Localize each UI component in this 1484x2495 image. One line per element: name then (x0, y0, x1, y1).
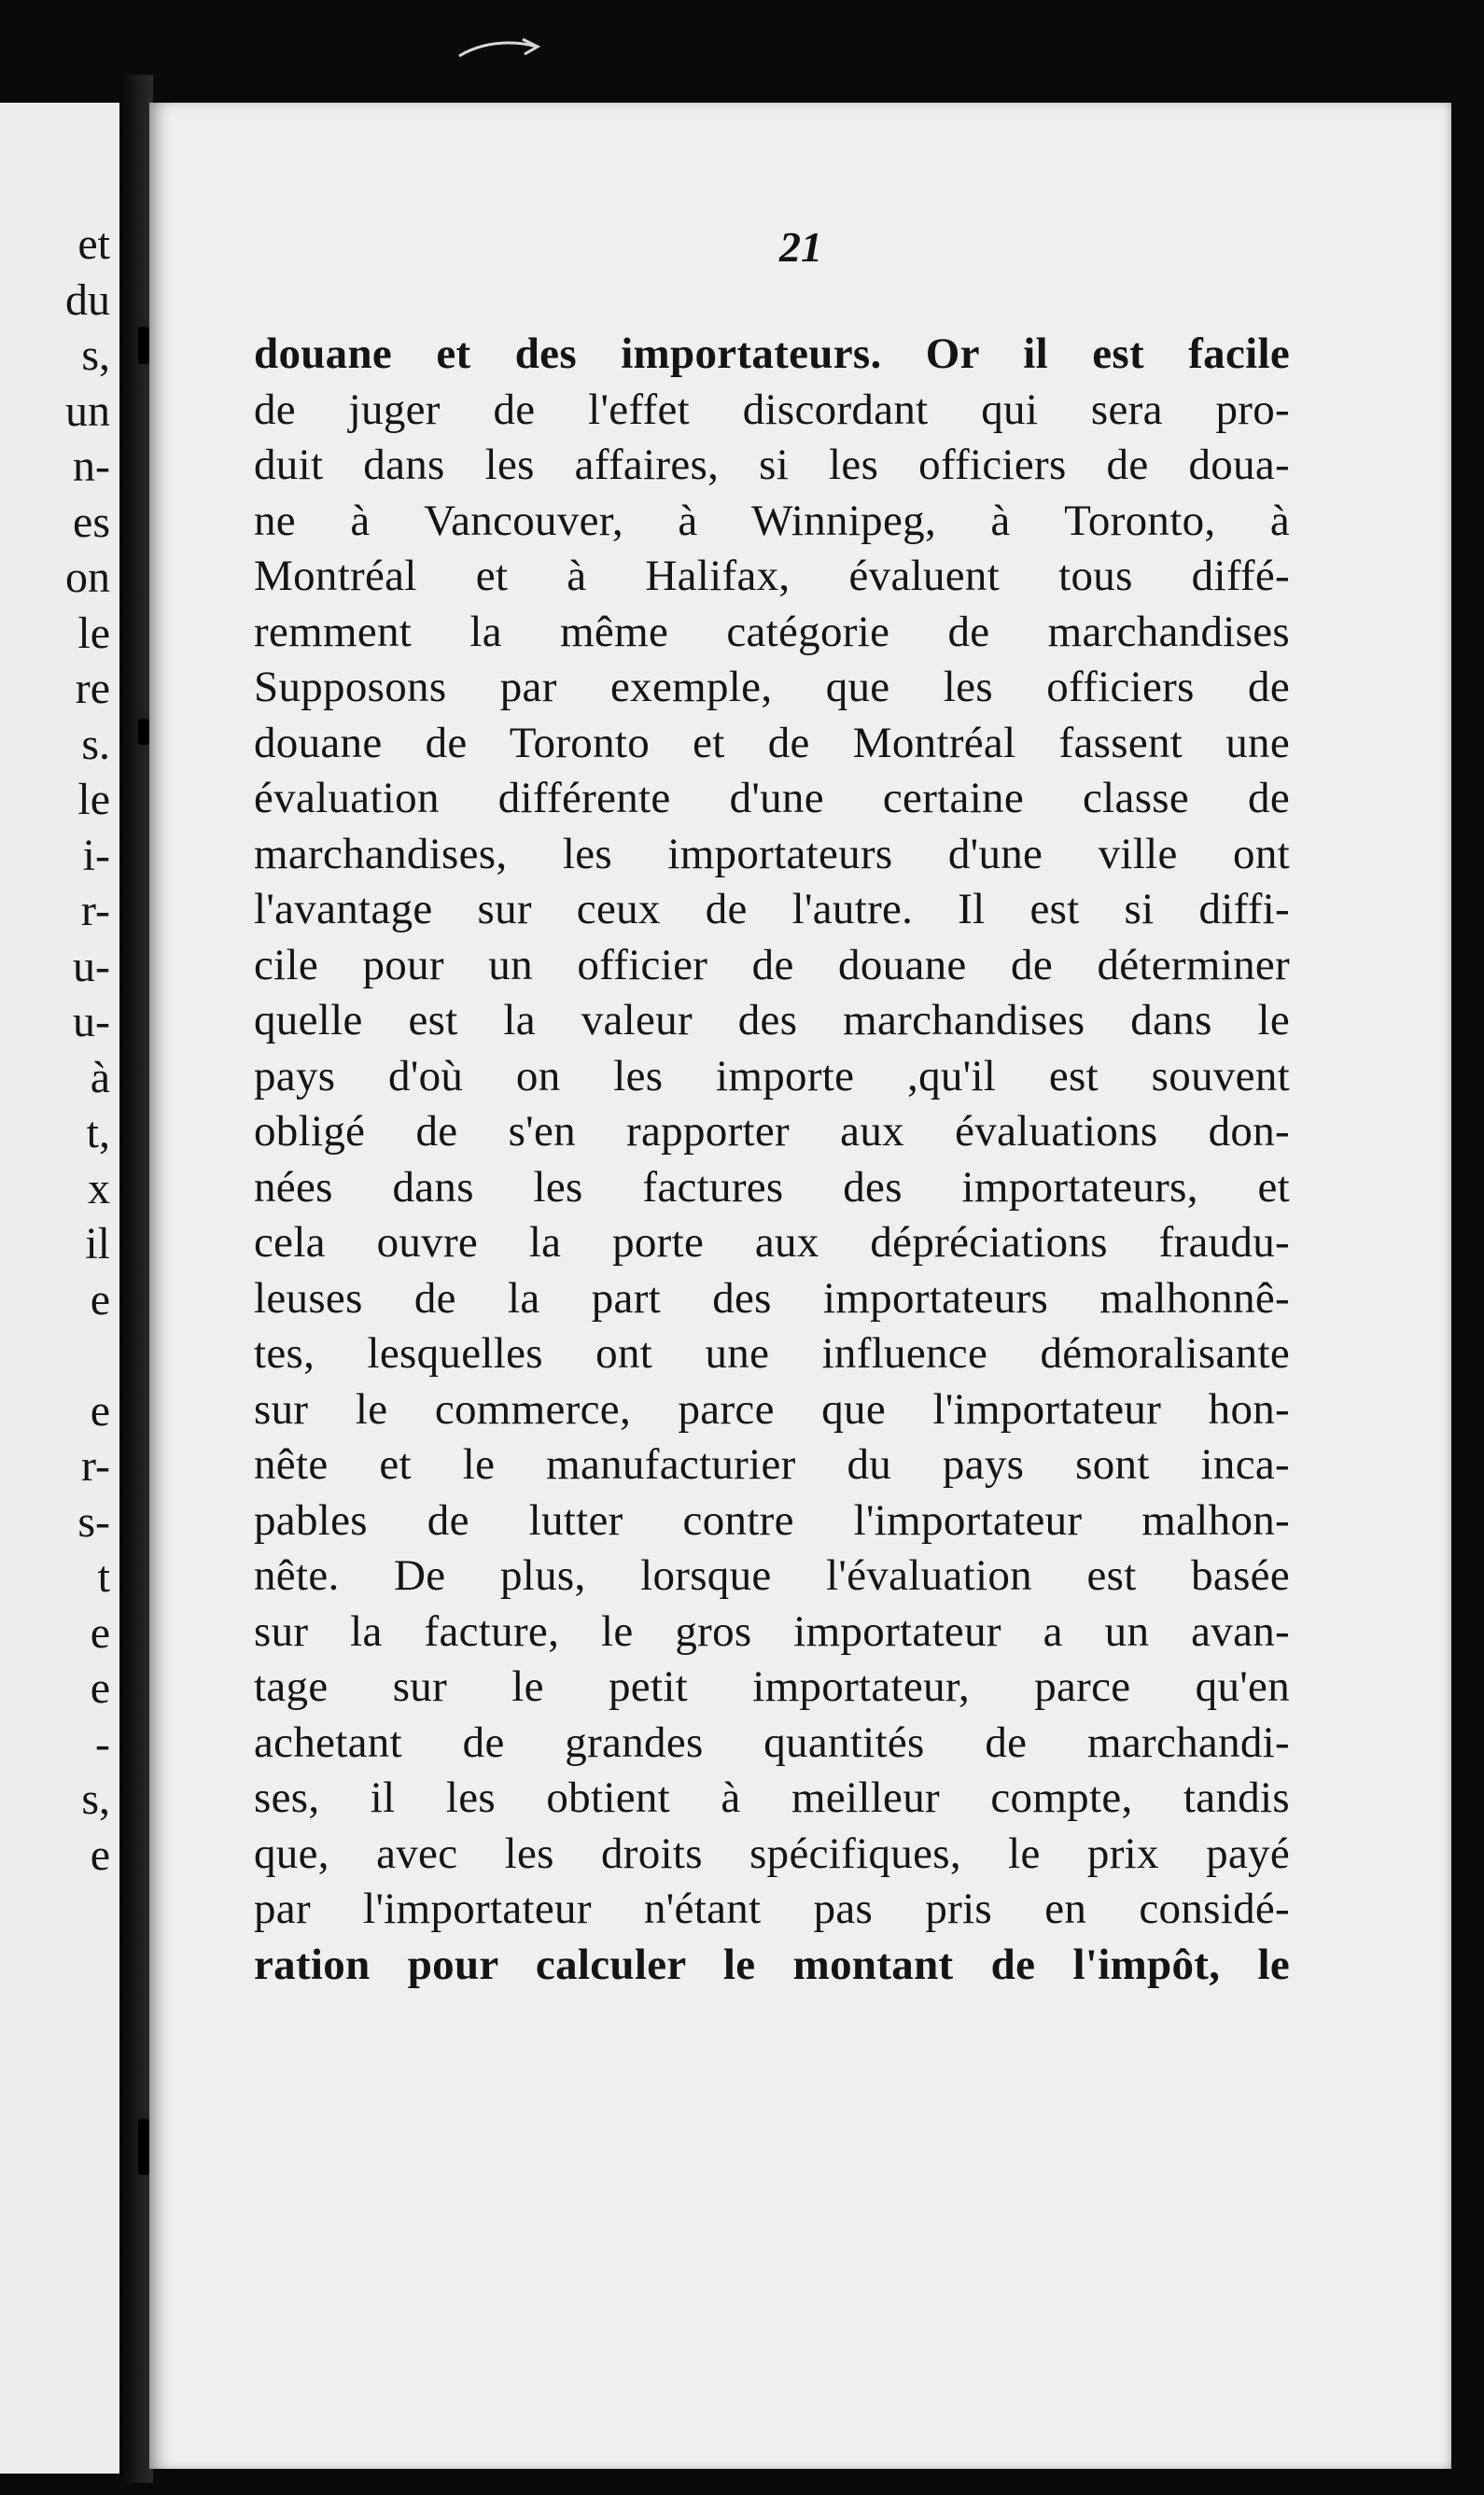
text-line: douane de Toronto et de Montréal fassent une (254, 718, 1290, 767)
left-page-fragment: s, (81, 1774, 110, 1824)
left-page-fragment: s. (81, 719, 110, 769)
text-line: ses, il les obtient à meilleur compte, tandis (254, 1773, 1290, 1822)
binding-mark (138, 2119, 149, 2175)
left-page-fragment: t, (86, 1108, 110, 1157)
text-line: douane et des importateurs. Or il est facile (254, 329, 1290, 378)
text-line: pays d'où on les importe ,qu'il est souvent (254, 1051, 1290, 1100)
left-page-fragment: le (77, 608, 110, 658)
text-line: Supposons par exemple, que les officiers de (254, 663, 1290, 711)
left-page-fragment: on (65, 553, 110, 602)
text-line: nête et le manufacturier du pays sont inca- (254, 1440, 1290, 1489)
text-line: achetant de grandes quantités de marchandi- (254, 1717, 1290, 1767)
binding-mark (138, 719, 149, 745)
text-line: tes, lesquelles ont une influence démoralisante (254, 1329, 1290, 1378)
left-page-fragment: - (95, 1718, 110, 1769)
body-text (254, 327, 1290, 1993)
text-line: ration pour calculer le montant de l'impôt, le (254, 1940, 1290, 1989)
text-line: nête. De plus, lorsque l'évaluation est basée (254, 1551, 1290, 1600)
left-page-fragment: e (90, 1385, 110, 1436)
text-line: marchandises, les importateurs d'une ville ont (254, 829, 1290, 878)
left-page-fragment: t (97, 1552, 110, 1602)
binding-mark (138, 327, 149, 364)
left-page-fragment: et (77, 219, 110, 269)
left-page-fragment: u- (73, 997, 110, 1046)
left-page-fragment: e (90, 1829, 110, 1880)
text-line: que, avec les droits spécifiques, le prix payé (254, 1829, 1290, 1878)
text-line: pables de lutter contre l'importateur malhon- (254, 1495, 1290, 1545)
left-page-fragment: x (88, 1163, 110, 1213)
text-line: ne à Vancouver, à Winnipeg, à Toronto, à (254, 496, 1290, 545)
text-line: l'avantage sur ceux de l'autre. Il est si diffi- (254, 885, 1290, 933)
left-page-fragment: r- (80, 1441, 110, 1491)
book-page (149, 103, 1451, 2469)
left-page-fragment: un (65, 385, 110, 436)
text-line: de juger de l'effet discordant qui sera pro- (254, 385, 1290, 434)
text-line: remment la même catégorie de marchandises (254, 607, 1290, 656)
text-line: cela ouvre la porte aux dépréciations fraudu- (254, 1218, 1290, 1267)
left-page-fragment: du (65, 274, 110, 325)
left-page-fragment: s, (81, 330, 110, 380)
scan-artifact-mark (457, 37, 541, 60)
left-page-fragment: e (90, 1607, 110, 1658)
text-line: obligé de s'en rapporter aux évaluations don- (254, 1107, 1290, 1156)
text-line: sur la facture, le gros importateur a un avan- (254, 1606, 1290, 1656)
text-line: évaluation différente d'une certaine classe de (254, 774, 1290, 822)
page-number: 21 (779, 223, 822, 271)
left-page-fragment: s- (77, 1496, 110, 1547)
left-page-fragment: le (77, 775, 110, 824)
left-page-fragment: à (90, 1052, 110, 1102)
left-page-fragment: es (73, 497, 110, 547)
left-page-fragment: i- (82, 830, 110, 880)
left-page-fragment: re (75, 664, 110, 713)
left-page-fragment: u- (73, 941, 110, 991)
text-line: duit dans les affaires, si les officiers de doua- (254, 441, 1290, 489)
text-line: quelle est la valeur des marchandises dans le (254, 996, 1290, 1044)
left-page-fragment: e (90, 1274, 110, 1325)
text-line: tage sur le petit importateur, parce qu'en (254, 1662, 1290, 1711)
text-line: cile pour un officier de douane de déterminer (254, 940, 1290, 989)
previous-page-edge (0, 103, 119, 2474)
text-line: leuses de la part des importateurs malhonnê- (254, 1273, 1290, 1323)
left-page-fragment: il (85, 1219, 110, 1269)
text-line: Montréal et à Halifax, évaluent tous diffé- (254, 552, 1290, 600)
text-line: nées dans les factures des importateurs, et (254, 1162, 1290, 1212)
text-line: par l'importateur n'étant pas pris en considé- (254, 1885, 1290, 1933)
left-page-fragment: e (90, 1663, 110, 1713)
text-line: sur le commerce, parce que l'importateur hon- (254, 1384, 1290, 1434)
left-page-fragment: r- (80, 886, 110, 935)
left-page-fragment: n- (73, 442, 110, 491)
